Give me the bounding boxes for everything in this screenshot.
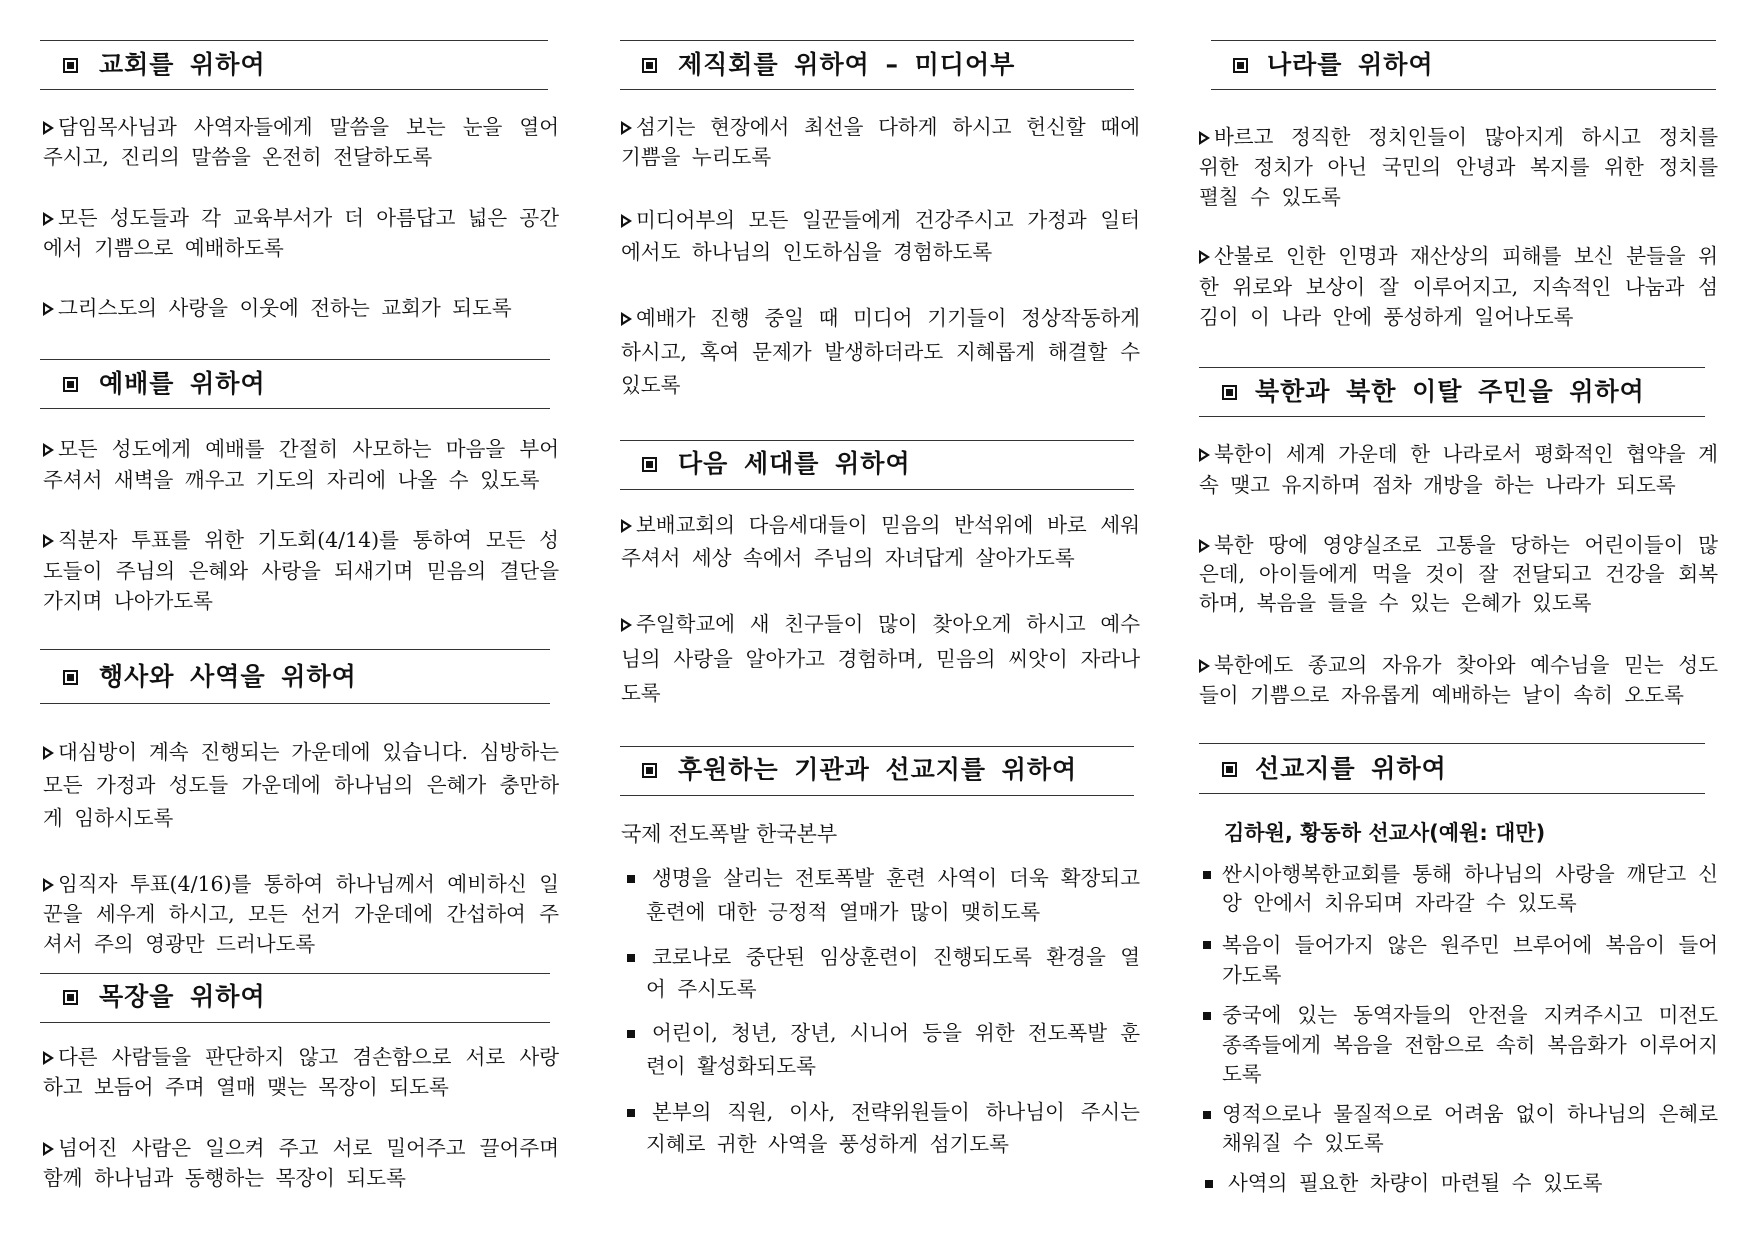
triangle-bullet-icon (43, 1142, 54, 1156)
prayer-item (621, 509, 1140, 575)
prayer-item (1199, 531, 1718, 618)
prayer-item (621, 607, 1140, 711)
divider (620, 89, 1134, 90)
square-bullet-icon (627, 1109, 635, 1117)
item-text: 모든 성도에게 예배를 간절히 사모하는 마음을 부어 주셔서 새벽을 깨우고 기도의 자리에 나올 수 있도록 (43, 437, 559, 492)
square-bullet-icon (63, 990, 78, 1005)
item-text: 다른 사람들을 판단하지 않고 겸손함으로 서로 사랑하고 보듬어 주며 열매 맺는 목장이 되도록 (43, 1045, 559, 1099)
prayer-item (43, 434, 559, 496)
square-bullet-icon (642, 58, 657, 73)
prayer-item (1199, 241, 1718, 333)
triangle-bullet-icon (621, 312, 632, 326)
item-text: 바르고 정직한 정치인들이 많아지게 하시고 정치를 위한 정치가 아닌 국민의 안녕과 복지를 위한 정치를 펼칠 수 있도록 (1199, 125, 1718, 209)
prayer-item (43, 1042, 559, 1102)
square-bullet-icon (642, 457, 657, 472)
section-title: 선교지를 위하여 (1255, 754, 1447, 783)
square-bullet-icon (1222, 385, 1237, 400)
divider (40, 408, 550, 409)
prayer-item (43, 112, 559, 172)
divider (40, 703, 550, 704)
item-text: 주일학교에 새 친구들이 많이 찾아오게 하시고 예수님의 사랑을 알아가고 경험하며, 믿음의 씨앗이 자라나도록 (621, 612, 1140, 705)
triangle-bullet-icon (1199, 131, 1210, 145)
triangle-bullet-icon (1199, 539, 1210, 553)
square-bullet-icon (1203, 871, 1211, 879)
divider (1199, 743, 1705, 744)
item-text: 그리스도의 사랑을 이웃에 전하는 교회가 되도록 (58, 296, 512, 320)
prayer-item: 복음이 들어가지 않은 원주민 브루어에 복음이 들어가도록 (1222, 933, 1718, 987)
section-title: 제직회를 위하여 – 미디어부 (678, 50, 1016, 79)
divider (40, 359, 550, 360)
section-title: 예배를 위하여 (99, 369, 266, 398)
triangle-bullet-icon (1199, 659, 1210, 673)
square-bullet-icon (1203, 941, 1211, 949)
item-text: 예배가 진행 중일 때 미디어 기기들이 정상작동하게 하시고, 혹여 문제가 발생하더라도 지혜롭게 해결할 수 있도록 (621, 306, 1140, 397)
divider (40, 89, 548, 90)
divider (620, 40, 1134, 41)
prayer-item (43, 736, 559, 835)
prayer-item: 중국에 있는 동역자들의 안전을 지켜주시고 미전도 종족들에게 복음을 전함으로 속히 복음화가 이루어지도록 (1222, 1003, 1718, 1086)
item-text: 넘어진 사람은 일으켜 주고 서로 밀어주고 끌어주며 함께 하나님과 동행하는 목장이 되도록 (43, 1136, 559, 1190)
section-title: 나라를 위하여 (1267, 50, 1434, 79)
item-text: 미디어부의 모든 일꾼들에게 건강주시고 가정과 일터에서도 하나님의 인도하심을 경험하도록 (621, 208, 1140, 264)
prayer-item (1199, 439, 1718, 501)
square-bullet-icon (627, 954, 635, 962)
item-text: 북한에도 종교의 자유가 찾아와 예수님을 믿는 성도들이 기쁨으로 자유롭게 예배하는 날이 속히 오도록 (1199, 653, 1718, 707)
prayer-item (43, 203, 559, 263)
square-bullet-icon (63, 377, 78, 392)
item-text: 북한이 세계 가운데 한 나라로서 평화적인 협약을 계속 맺고 유지하며 점차 개방을 하는 나라가 되도록 (1199, 442, 1718, 497)
prayer-item (621, 112, 1140, 172)
square-bullet-icon (627, 875, 635, 883)
triangle-bullet-icon (621, 121, 632, 135)
prayer-item (43, 869, 559, 959)
prayer-item (1199, 122, 1718, 212)
prayer-item: 싼시아행복한교회를 통해 하나님의 사랑을 깨닫고 신앙 안에서 치유되며 자라갈 수 있도록 (1222, 862, 1718, 915)
prayer-item (43, 525, 559, 617)
prayer-item (43, 1133, 559, 1193)
section-title: 다음 세대를 위하여 (678, 449, 911, 478)
item-text: 담임목사님과 사역자들에게 말씀을 보는 눈을 열어 주시고, 진리의 말씀을 온전히 전달하도록 (43, 115, 559, 169)
square-bullet-icon (1222, 762, 1237, 777)
divider (1199, 793, 1705, 794)
divider (620, 746, 1134, 747)
item-text: 북한 땅에 영양실조로 고통을 당하는 어린이들이 많은데, 아이들에게 먹을 것이 잘 전달되고 건강을 회복하며, 복음을 들을 수 있는 은혜가 있도록 (1199, 533, 1718, 615)
divider (40, 649, 550, 650)
divider (1211, 89, 1716, 90)
prayer-item: 영적으로나 물질적으로 어려움 없이 하나님의 은혜로 채워질 수 있도록 (1222, 1102, 1718, 1155)
square-bullet-icon (63, 58, 78, 73)
item-text: 대심방이 계속 진행되는 가운데에 있습니다. 심방하는 모든 가정과 성도들 가운데에 하나님의 은혜가 충만하게 임하시도록 (43, 740, 559, 830)
prayer-item: 코로나로 중단된 임상훈련이 진행되도록 환경을 열어 주시도록 (646, 945, 1140, 1001)
item-text: 섬기는 현장에서 최선을 다하게 하시고 헌신할 때에 기쁨을 누리도록 (621, 115, 1140, 169)
square-bullet-icon (627, 1030, 635, 1038)
prayer-item: 본부의 직원, 이사, 전략위원들이 하나님이 주시는 지혜로 귀한 사역을 풍성하게 섬기도록 (646, 1100, 1140, 1156)
triangle-bullet-icon (1199, 448, 1210, 462)
triangle-bullet-icon (43, 302, 54, 316)
triangle-bullet-icon (43, 1051, 54, 1065)
prayer-item: 사역의 필요한 차량이 마련될 수 있도록 (1228, 1171, 1603, 1195)
divider (1211, 40, 1716, 41)
item-text: 모든 성도들과 각 교육부서가 더 아름답고 넓은 공간에서 기쁨으로 예배하도록 (43, 206, 559, 260)
section-title: 교회를 위하여 (99, 50, 266, 79)
triangle-bullet-icon (621, 618, 632, 632)
divider (1199, 416, 1705, 417)
square-bullet-icon (1203, 1012, 1211, 1020)
triangle-bullet-icon (43, 746, 54, 760)
triangle-bullet-icon (1199, 250, 1210, 264)
square-bullet-icon (1233, 58, 1248, 73)
section-title: 행사와 사역을 위하여 (99, 662, 357, 691)
divider (620, 795, 1134, 796)
missionary-name: 김하원, 황동하 선교사(예원: 대만) (1224, 821, 1546, 845)
prayer-item (1199, 650, 1718, 710)
prayer-item (621, 204, 1140, 268)
square-bullet-icon (1205, 1180, 1213, 1188)
prayer-item (621, 302, 1140, 403)
triangle-bullet-icon (43, 212, 54, 226)
section-title: 후원하는 기관과 선교지를 위하여 (678, 755, 1078, 784)
square-bullet-icon (1203, 1111, 1211, 1119)
item-text: 임직자 투표(4/16)를 통하여 하나님께서 예비하신 일꾼을 세우게 하시고, 모든 선거 가운데에 간섭하여 주셔서 주의 영광만 드러나도록 (43, 872, 559, 956)
prayer-item: 생명을 살리는 전토폭발 훈련 사역이 더욱 확장되고 훈련에 대한 긍정적 열매가 많이 맺히도록 (646, 866, 1140, 924)
divider (1199, 367, 1705, 368)
triangle-bullet-icon (43, 878, 54, 892)
divider (620, 489, 1134, 490)
section-title: 북한과 북한 이탈 주민을 위하여 (1255, 377, 1645, 406)
item-text: 산불로 인한 인명과 재산상의 피해를 보신 분들을 위한 위로와 보상이 잘 이루어지고, 지속적인 나눔과 섬김이 이 나라 안에 풍성하게 일어나도록 (1199, 244, 1718, 329)
prayer-item: 어린이, 청년, 장년, 시니어 등을 위한 전도폭발 훈련이 활성화되도록 (646, 1021, 1140, 1078)
divider (40, 1022, 550, 1023)
item-text: 직분자 투표를 위한 기도회(4/14)를 통하여 모든 성도들이 주님의 은혜와 사랑을 되새기며 믿음의 결단을 가지며 나아가도록 (43, 528, 559, 613)
triangle-bullet-icon (621, 214, 632, 228)
organization-name: 국제 전도폭발 한국본부 (621, 822, 838, 846)
triangle-bullet-icon (43, 443, 54, 457)
section-title: 목장을 위하여 (99, 982, 266, 1011)
divider (40, 40, 548, 41)
square-bullet-icon (642, 763, 657, 778)
item-text: 보배교회의 다음세대들이 믿음의 반석위에 바로 세워 주셔서 세상 속에서 주님의 자녀답게 살아가도록 (621, 513, 1140, 570)
triangle-bullet-icon (43, 534, 54, 548)
triangle-bullet-icon (43, 121, 54, 135)
square-bullet-icon (63, 670, 78, 685)
prayer-item (43, 293, 559, 323)
divider (40, 973, 550, 974)
divider (620, 440, 1134, 441)
triangle-bullet-icon (621, 519, 632, 533)
